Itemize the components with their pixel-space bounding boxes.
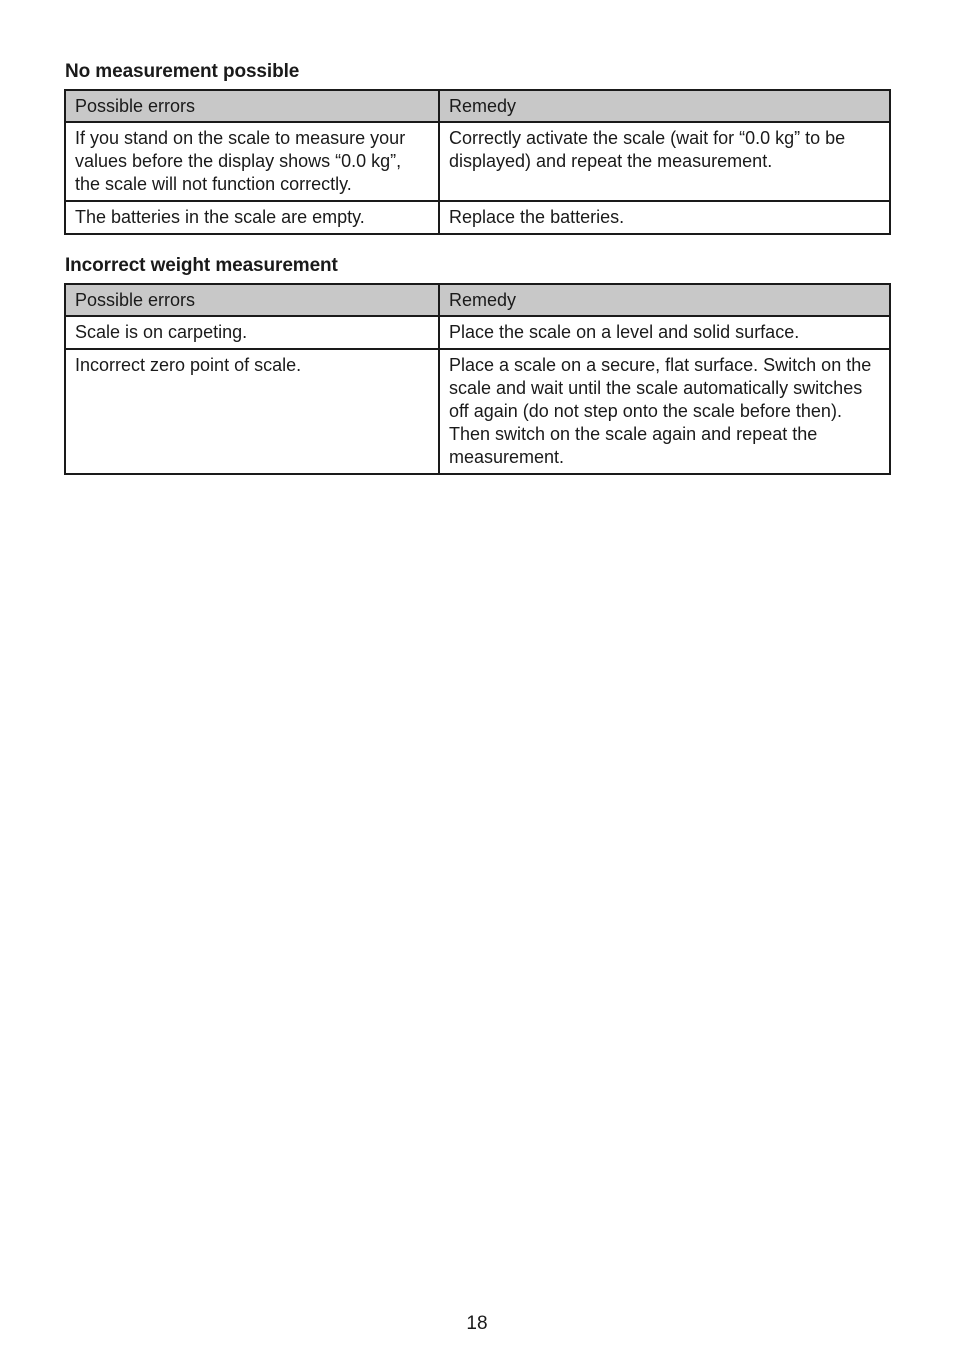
table-header-row <box>65 90 890 122</box>
section-incorrect-weight <box>64 253 889 475</box>
error-cell: The batteries in the scale are empty. <box>65 201 439 234</box>
section-title: Incorrect weight measurement <box>65 255 338 276</box>
remedy-cell: Correctly activate the scale (wait for “0.0 kg” to be displayed) and repeat the measurement. <box>439 122 890 201</box>
remedy-cell: Place a scale on a secure, flat surface. Switch on the scale and wait until the scale automatically switches off again (do not step onto the scale before then). Then switch on the scale again and repeat the measurement. <box>439 349 890 474</box>
remedy-cell: Replace the batteries. <box>439 201 890 234</box>
error-cell: Scale is on carpeting. <box>65 316 439 349</box>
section-title: No measurement possible <box>65 61 300 82</box>
error-cell: If you stand on the scale to measure your values before the display shows “0.0 kg”, the scale will not function correctly. <box>65 122 439 201</box>
table-row <box>65 122 890 201</box>
troubleshooting-table <box>64 283 891 475</box>
table-row <box>65 316 890 349</box>
table-header-row <box>65 284 890 316</box>
table-row <box>65 349 890 474</box>
column-header-remedy: Remedy <box>439 284 890 316</box>
error-cell: Incorrect zero point of scale. <box>65 349 439 474</box>
column-header-possible-errors: Possible errors <box>65 90 439 122</box>
table-row <box>65 201 890 234</box>
remedy-cell: Place the scale on a level and solid surface. <box>439 316 890 349</box>
column-header-possible-errors: Possible errors <box>65 284 439 316</box>
section-no-measurement <box>64 59 889 235</box>
troubleshooting-table <box>64 89 891 235</box>
column-header-remedy: Remedy <box>439 90 890 122</box>
page-number: 18 <box>466 1313 488 1334</box>
